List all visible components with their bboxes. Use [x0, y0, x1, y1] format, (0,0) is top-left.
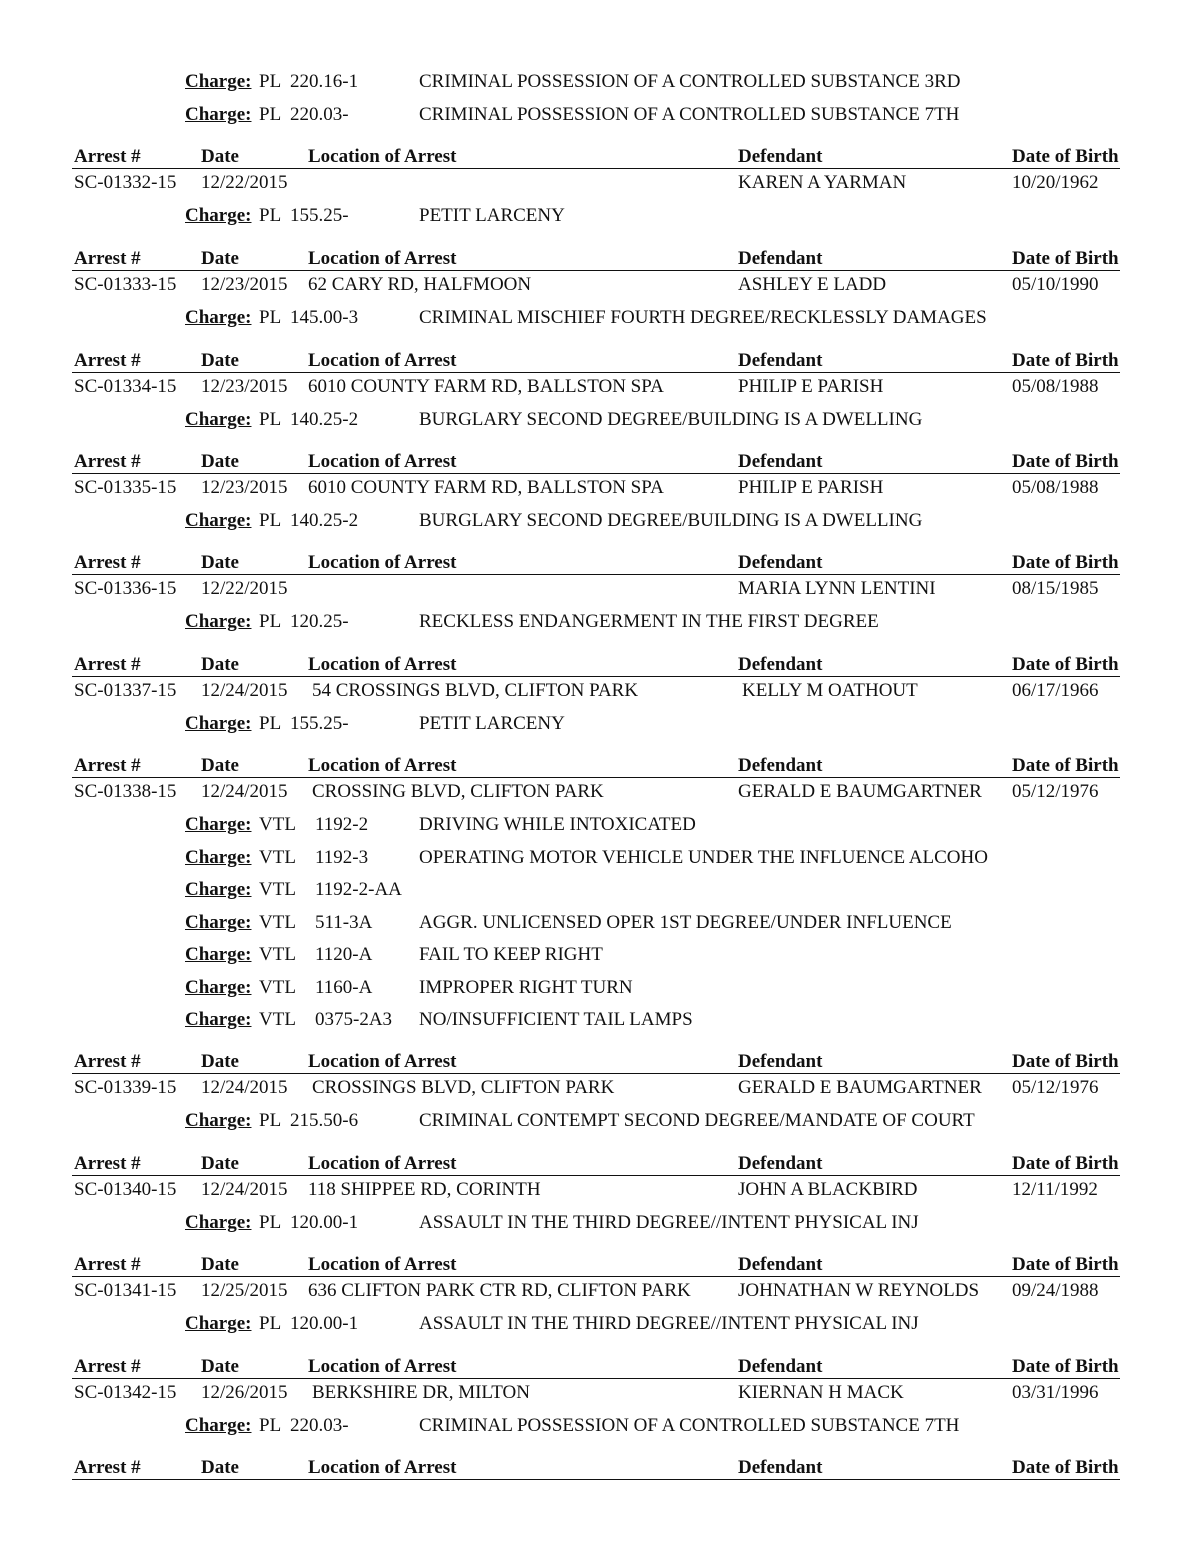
arrest-date: 12/24/2015 [201, 1077, 288, 1098]
charge-statute: 1120-A [315, 944, 373, 965]
charge-law-code: PL [259, 510, 282, 531]
charge-label: Charge: [185, 1110, 252, 1131]
header-location: Location of Arrest [308, 1457, 457, 1478]
header-location: Location of Arrest [308, 552, 457, 573]
charge-label: Charge: [185, 1009, 252, 1030]
charge-label: Charge: [185, 307, 252, 328]
header-date: Date [201, 248, 239, 269]
charge-label: Charge: [185, 944, 252, 965]
charge-label: Charge: [185, 846, 252, 868]
defendant-name: GERALD E BAUMGARTNER [738, 1077, 982, 1098]
arrest-number: SC-01336-15 [74, 578, 177, 599]
arrest-number: SC-01333-15 [74, 274, 177, 295]
arrest-date: 12/23/2015 [201, 274, 288, 295]
arrest-location: 118 SHIPPEE RD, CORINTH [308, 1179, 541, 1200]
charge-statute: 140.25-2 [290, 510, 359, 531]
arrest-date: 12/26/2015 [201, 1382, 288, 1403]
arrest-date: 12/22/2015 [201, 578, 288, 599]
charge-statute: 120.00-1 [290, 1212, 359, 1233]
column-header-row [72, 451, 1120, 474]
arrest-number: SC-01341-15 [74, 1280, 177, 1301]
defendant-name: ASHLEY E LADD [738, 274, 887, 295]
charge-statute: 145.00-3 [290, 307, 359, 328]
header-date: Date [201, 146, 239, 167]
charge-statute: 120.00-1 [290, 1313, 359, 1334]
header-date: Date [201, 350, 239, 371]
charge-label: Charge: [185, 1212, 252, 1233]
column-header-row [72, 755, 1120, 778]
defendant-name: PHILIP E PARISH [738, 376, 884, 397]
charge-description: CRIMINAL CONTEMPT SECOND DEGREE/MANDATE OF COURT [419, 1110, 975, 1131]
charge-description: ASSAULT IN THE THIRD DEGREE//INTENT PHYSICAL INJ [419, 1313, 919, 1334]
header-date: Date [201, 1356, 239, 1377]
charge-description: OPERATING MOTOR VEHICLE UNDER THE INFLUENCE ALCOHO [419, 846, 988, 868]
header-date-of-birth: Date of Birth [1012, 1457, 1119, 1478]
column-header-row [72, 1254, 1120, 1277]
arrest-location: 636 CLIFTON PARK CTR RD, CLIFTON PARK [308, 1280, 691, 1301]
header-defendant: Defendant [738, 654, 823, 675]
arrest-record-row [72, 679, 1120, 703]
header-date-of-birth: Date of Birth [1012, 451, 1119, 472]
header-location: Location of Arrest [308, 1051, 457, 1072]
arrest-date: 12/23/2015 [201, 477, 288, 498]
arrest-location: CROSSING BLVD, CLIFTON PARK [312, 781, 604, 802]
charge-description: BURGLARY SECOND DEGREE/BUILDING IS A DWELLING [419, 409, 923, 430]
header-arrest-number: Arrest # [74, 654, 141, 675]
arrest-number: SC-01340-15 [74, 1179, 177, 1200]
column-header-row [72, 1153, 1120, 1176]
header-defendant: Defendant [738, 248, 823, 269]
arrest-number: SC-01342-15 [74, 1382, 177, 1403]
charge-statute: 220.16-1 [290, 71, 359, 92]
arrest-number: SC-01337-15 [74, 680, 177, 701]
charge-description: CRIMINAL POSSESSION OF A CONTROLLED SUBSTANCE 3RD [419, 71, 961, 92]
arrest-date: 12/23/2015 [201, 376, 288, 397]
header-date-of-birth: Date of Birth [1012, 1356, 1119, 1377]
arrest-date: 12/24/2015 [201, 781, 288, 802]
header-arrest-number: Arrest # [74, 1356, 141, 1377]
header-date: Date [201, 451, 239, 472]
header-location: Location of Arrest [308, 451, 457, 472]
arrest-number: SC-01334-15 [74, 376, 177, 397]
arrest-date: 12/24/2015 [201, 680, 288, 701]
header-arrest-number: Arrest # [74, 552, 141, 573]
defendant-name: KAREN A YARMAN [738, 172, 907, 193]
charge-law-code: VTL [259, 1009, 296, 1030]
charge-statute: 1192-3 [315, 846, 369, 868]
header-defendant: Defendant [738, 1356, 823, 1377]
arrest-number: SC-01338-15 [74, 781, 177, 802]
date-of-birth: 05/10/1990 [1012, 274, 1099, 295]
arrest-record-row [72, 1178, 1120, 1202]
header-location: Location of Arrest [308, 654, 457, 675]
charge-law-code: VTL [259, 976, 296, 998]
charge-description: ASSAULT IN THE THIRD DEGREE//INTENT PHYSICAL INJ [419, 1212, 919, 1233]
defendant-name: PHILIP E PARISH [738, 477, 884, 498]
arrest-record-row [72, 375, 1120, 399]
charge-law-code: PL [259, 1212, 282, 1233]
arrest-number: SC-01339-15 [74, 1077, 177, 1098]
charge-statute: 1192-2-AA [315, 879, 402, 900]
arrest-number: SC-01335-15 [74, 477, 177, 498]
charge-law-code: PL [259, 104, 282, 125]
header-date: Date [201, 552, 239, 573]
header-date-of-birth: Date of Birth [1012, 1153, 1119, 1174]
header-defendant: Defendant [738, 350, 823, 371]
charge-law-code: VTL [259, 846, 296, 868]
charge-label: Charge: [185, 409, 252, 430]
header-location: Location of Arrest [308, 146, 457, 167]
charge-statute: 1160-A [315, 976, 373, 998]
charge-description: AGGR. UNLICENSED OPER 1ST DEGREE/UNDER INFLUENCE [419, 911, 952, 933]
charge-statute: 120.25- [290, 611, 349, 632]
charge-description: DRIVING WHILE INTOXICATED [419, 814, 696, 835]
column-header-row [72, 654, 1120, 677]
charge-description: CRIMINAL MISCHIEF FOURTH DEGREE/RECKLESSLY DAMAGES [419, 307, 987, 328]
charge-label: Charge: [185, 713, 252, 734]
charge-law-code: VTL [259, 879, 296, 900]
charge-description: CRIMINAL POSSESSION OF A CONTROLLED SUBSTANCE 7TH [419, 1415, 960, 1436]
column-header-row [72, 1356, 1120, 1379]
charge-law-code: PL [259, 409, 282, 430]
header-date: Date [201, 1051, 239, 1072]
charge-statute: 140.25-2 [290, 409, 359, 430]
header-date: Date [201, 1254, 239, 1275]
charge-statute: 220.03- [290, 104, 349, 125]
column-header-row [72, 248, 1120, 271]
arrest-record-row [72, 1381, 1120, 1405]
header-defendant: Defendant [738, 451, 823, 472]
header-arrest-number: Arrest # [74, 1457, 141, 1478]
charge-statute: 155.25- [290, 205, 349, 226]
date-of-birth: 05/08/1988 [1012, 376, 1099, 397]
date-of-birth: 09/24/1988 [1012, 1280, 1099, 1301]
header-arrest-number: Arrest # [74, 451, 141, 472]
charge-label: Charge: [185, 1313, 252, 1334]
charge-law-code: PL [259, 713, 282, 734]
arrest-record-row [72, 171, 1120, 195]
date-of-birth: 06/17/1966 [1012, 680, 1099, 701]
header-defendant: Defendant [738, 1051, 823, 1072]
column-header-row [72, 1051, 1120, 1074]
charge-law-code: PL [259, 1313, 282, 1334]
charge-law-code: PL [259, 307, 282, 328]
charge-law-code: PL [259, 205, 282, 226]
defendant-name: JOHN A BLACKBIRD [738, 1179, 918, 1200]
charge-statute: 511-3A [315, 911, 373, 933]
charge-label: Charge: [185, 611, 252, 632]
charge-law-code: PL [259, 1415, 282, 1436]
header-arrest-number: Arrest # [74, 1051, 141, 1072]
column-header-row [72, 1457, 1120, 1480]
date-of-birth: 08/15/1985 [1012, 578, 1099, 599]
header-date-of-birth: Date of Birth [1012, 248, 1119, 269]
column-header-row [72, 552, 1120, 575]
charge-description: CRIMINAL POSSESSION OF A CONTROLLED SUBSTANCE 7TH [419, 104, 960, 125]
header-location: Location of Arrest [308, 755, 457, 776]
header-arrest-number: Arrest # [74, 1153, 141, 1174]
arrest-location: BERKSHIRE DR, MILTON [312, 1382, 530, 1403]
charge-label: Charge: [185, 976, 252, 998]
header-date: Date [201, 654, 239, 675]
header-date: Date [201, 755, 239, 776]
arrest-date: 12/22/2015 [201, 172, 288, 193]
defendant-name: KELLY M OATHOUT [742, 680, 918, 701]
header-location: Location of Arrest [308, 1254, 457, 1275]
header-arrest-number: Arrest # [74, 248, 141, 269]
charge-description: RECKLESS ENDANGERMENT IN THE FIRST DEGREE [419, 611, 879, 632]
defendant-name: GERALD E BAUMGARTNER [738, 781, 982, 802]
arrest-date: 12/25/2015 [201, 1280, 288, 1301]
charge-statute: 155.25- [290, 713, 349, 734]
header-location: Location of Arrest [308, 248, 457, 269]
defendant-name: KIERNAN H MACK [738, 1382, 904, 1403]
header-defendant: Defendant [738, 1457, 823, 1478]
column-header-row [72, 146, 1120, 169]
charge-description: PETIT LARCENY [419, 205, 565, 226]
arrest-record-row [72, 1076, 1120, 1100]
header-defendant: Defendant [738, 146, 823, 167]
header-defendant: Defendant [738, 1254, 823, 1275]
arrest-location: 54 CROSSINGS BLVD, CLIFTON PARK [312, 680, 639, 701]
charge-law-code: PL [259, 71, 282, 92]
header-date: Date [201, 1153, 239, 1174]
charge-law-code: VTL [259, 814, 296, 835]
header-defendant: Defendant [738, 755, 823, 776]
charge-statute: 0375-2A3 [315, 1009, 393, 1030]
arrest-record-row [72, 1279, 1120, 1303]
column-header-row [72, 350, 1120, 373]
header-location: Location of Arrest [308, 350, 457, 371]
defendant-name: JOHNATHAN W REYNOLDS [738, 1280, 980, 1301]
arrest-location: 62 CARY RD, HALFMOON [308, 274, 532, 295]
header-arrest-number: Arrest # [74, 755, 141, 776]
date-of-birth: 05/12/1976 [1012, 1077, 1099, 1098]
charge-label: Charge: [185, 1415, 252, 1436]
header-date: Date [201, 1457, 239, 1478]
header-date-of-birth: Date of Birth [1012, 146, 1119, 167]
header-arrest-number: Arrest # [74, 146, 141, 167]
arrest-record-row [72, 780, 1120, 804]
charge-description: NO/INSUFFICIENT TAIL LAMPS [419, 1009, 693, 1030]
charge-label: Charge: [185, 814, 252, 835]
charge-law-code: PL [259, 611, 282, 632]
charge-law-code: VTL [259, 911, 296, 933]
charge-law-code: PL [259, 1110, 282, 1131]
arrest-record-row [72, 273, 1120, 297]
arrest-location: CROSSINGS BLVD, CLIFTON PARK [312, 1077, 615, 1098]
arrest-number: SC-01332-15 [74, 172, 177, 193]
arrest-date: 12/24/2015 [201, 1179, 288, 1200]
header-location: Location of Arrest [308, 1356, 457, 1377]
header-location: Location of Arrest [308, 1153, 457, 1174]
charge-statute: 215.50-6 [290, 1110, 359, 1131]
charge-label: Charge: [185, 205, 252, 226]
charge-description: BURGLARY SECOND DEGREE/BUILDING IS A DWELLING [419, 510, 923, 531]
header-arrest-number: Arrest # [74, 1254, 141, 1275]
date-of-birth: 05/08/1988 [1012, 477, 1099, 498]
charge-label: Charge: [185, 104, 252, 125]
header-date-of-birth: Date of Birth [1012, 654, 1119, 675]
charge-statute: 220.03- [290, 1415, 349, 1436]
header-date-of-birth: Date of Birth [1012, 350, 1119, 371]
date-of-birth: 10/20/1962 [1012, 172, 1099, 193]
charge-label: Charge: [185, 510, 252, 531]
charge-description: FAIL TO KEEP RIGHT [419, 944, 603, 965]
arrest-location: 6010 COUNTY FARM RD, BALLSTON SPA [308, 376, 664, 397]
charge-statute: 1192-2 [315, 814, 369, 835]
arrest-location: 6010 COUNTY FARM RD, BALLSTON SPA [308, 477, 664, 498]
header-defendant: Defendant [738, 552, 823, 573]
charge-label: Charge: [185, 879, 252, 900]
arrest-record-row [72, 476, 1120, 500]
charge-law-code: VTL [259, 944, 296, 965]
defendant-name: MARIA LYNN LENTINI [738, 578, 936, 599]
charge-label: Charge: [185, 71, 252, 92]
charge-description: PETIT LARCENY [419, 713, 565, 734]
date-of-birth: 03/31/1996 [1012, 1382, 1099, 1403]
header-date-of-birth: Date of Birth [1012, 755, 1119, 776]
header-date-of-birth: Date of Birth [1012, 1254, 1119, 1275]
date-of-birth: 05/12/1976 [1012, 781, 1099, 802]
arrest-record-row [72, 577, 1120, 601]
date-of-birth: 12/11/1992 [1012, 1179, 1098, 1200]
header-date-of-birth: Date of Birth [1012, 1051, 1119, 1072]
header-arrest-number: Arrest # [74, 350, 141, 371]
charge-label: Charge: [185, 911, 252, 933]
charge-description: IMPROPER RIGHT TURN [419, 976, 633, 998]
header-defendant: Defendant [738, 1153, 823, 1174]
header-date-of-birth: Date of Birth [1012, 552, 1119, 573]
